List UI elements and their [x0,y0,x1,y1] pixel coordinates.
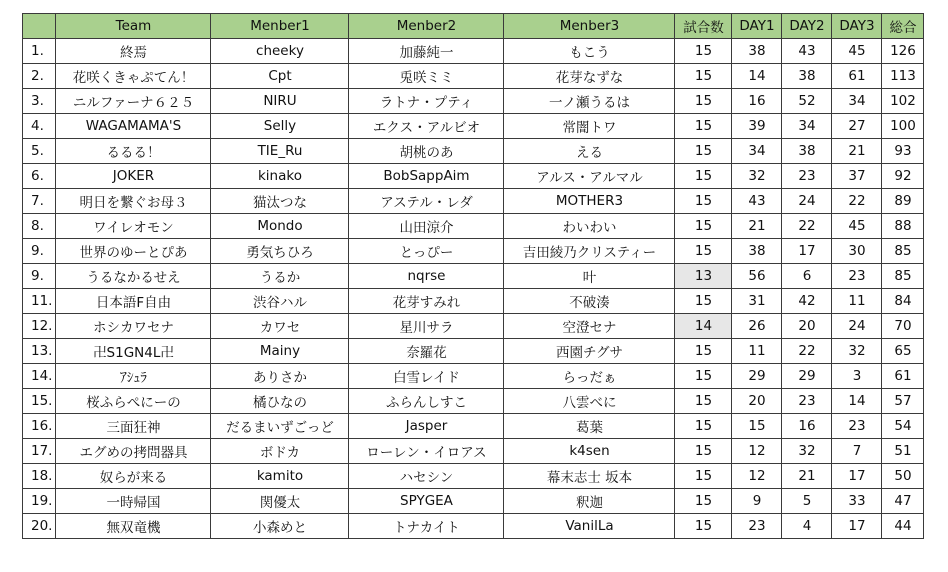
games-cell: 15 [675,114,732,139]
games-cell: 15 [675,389,732,414]
member2-cell: 山田涼介 [349,214,504,239]
member3-cell: 葛葉 [504,414,675,439]
table-row [23,314,924,339]
member3-cell: らっだぁ [504,364,675,389]
member3-cell: もこう [504,39,675,64]
table-row [23,514,924,539]
total-cell: 100 [882,114,924,139]
rank-cell: 6. [23,164,56,189]
member2-cell: エクス・アルビオ [349,114,504,139]
header-team: Team [56,14,211,39]
member3-cell: 常闇トワ [504,114,675,139]
day3-cell: 11 [832,289,882,314]
day1-cell: 16 [732,89,782,114]
day1-cell: 43 [732,189,782,214]
member1-cell: 勇気ちひろ [211,239,349,264]
member1-cell: 関優太 [211,489,349,514]
day1-cell: 9 [732,489,782,514]
day1-cell: 39 [732,114,782,139]
team-cell: ニルファーナ６２５ [56,89,211,114]
games-cell: 15 [675,414,732,439]
rank-cell: 15. [23,389,56,414]
header-day1: DAY1 [732,14,782,39]
rank-cell: 17. [23,439,56,464]
member2-cell: 兎咲ミミ [349,64,504,89]
table-row [23,289,924,314]
member1-cell: カワセ [211,314,349,339]
day2-cell: 34 [782,114,832,139]
rank-cell: 13. [23,339,56,364]
team-cell: るるる！ [56,139,211,164]
day1-cell: 23 [732,514,782,539]
rank-cell: 18. [23,464,56,489]
table-row [23,89,924,114]
day3-cell: 23 [832,264,882,289]
header-day2: DAY2 [782,14,832,39]
total-cell: 88 [882,214,924,239]
member2-cell: 胡桃のあ [349,139,504,164]
member1-cell: だるまいずごっど [211,414,349,439]
member2-cell: Jasper [349,414,504,439]
day3-cell: 3 [832,364,882,389]
team-cell: ワイレオモン [56,214,211,239]
member3-cell: 叶 [504,264,675,289]
day2-cell: 42 [782,289,832,314]
day3-cell: 22 [832,189,882,214]
member3-cell: アルス・アルマル [504,164,675,189]
member2-cell: アステル・レダ [349,189,504,214]
member2-cell: 加藤純一 [349,39,504,64]
member1-cell: 渋谷ハル [211,289,349,314]
day3-cell: 24 [832,314,882,339]
day2-cell: 21 [782,464,832,489]
day1-cell: 26 [732,314,782,339]
day3-cell: 27 [832,114,882,139]
member2-cell: とっぴー [349,239,504,264]
rank-cell: 9. [23,264,56,289]
member1-cell: Mondo [211,214,349,239]
day1-cell: 31 [732,289,782,314]
day2-cell: 5 [782,489,832,514]
table-row [23,64,924,89]
member3-cell: MOTHER3 [504,189,675,214]
member1-cell: cheeky [211,39,349,64]
team-cell: 一時帰国 [56,489,211,514]
total-cell: 61 [882,364,924,389]
rank-cell: 8. [23,214,56,239]
day3-cell: 23 [832,414,882,439]
member3-cell: k4sen [504,439,675,464]
member3-cell: わいわい [504,214,675,239]
member2-cell: ローレン・イロアス [349,439,504,464]
table-row [23,189,924,214]
member1-cell: Cpt [211,64,349,89]
header-total: 総合 [882,14,924,39]
day3-cell: 37 [832,164,882,189]
table-row [23,164,924,189]
table-row [23,239,924,264]
table-row [23,214,924,239]
day1-cell: 32 [732,164,782,189]
member1-cell: TIE_Ru [211,139,349,164]
header-member2: Menber2 [349,14,504,39]
table-row [23,339,924,364]
header-rank [23,14,56,39]
games-cell: 15 [675,164,732,189]
member2-cell: トナカイト [349,514,504,539]
member2-cell: BobSappAim [349,164,504,189]
games-cell: 15 [675,489,732,514]
total-cell: 93 [882,139,924,164]
member3-cell: 釈迦 [504,489,675,514]
member1-cell: Selly [211,114,349,139]
member2-cell: 白雪レイド [349,364,504,389]
team-cell: 花咲くきゃぷてん！ [56,64,211,89]
team-cell: JOKER [56,164,211,189]
team-cell: 無双竜機 [56,514,211,539]
rank-cell: 16. [23,414,56,439]
day3-cell: 7 [832,439,882,464]
day1-cell: 56 [732,264,782,289]
member1-cell: 小森めと [211,514,349,539]
games-cell: 15 [675,64,732,89]
team-cell: 卍S1GN4L卍 [56,339,211,364]
day3-cell: 61 [832,64,882,89]
day3-cell: 34 [832,89,882,114]
member2-cell: SPYGEA [349,489,504,514]
member2-cell: ふらんしすこ [349,389,504,414]
member3-cell: 一ノ瀬うるは [504,89,675,114]
member1-cell: kamito [211,464,349,489]
member1-cell: 橘ひなの [211,389,349,414]
rank-cell: 9. [23,239,56,264]
games-cell: 15 [675,339,732,364]
day1-cell: 14 [732,64,782,89]
team-cell: 世界のゆーとぴあ [56,239,211,264]
games-cell: 15 [675,139,732,164]
day1-cell: 34 [732,139,782,164]
member3-cell: 西園チグサ [504,339,675,364]
table-row [23,364,924,389]
day2-cell: 24 [782,189,832,214]
games-cell: 15 [675,514,732,539]
day1-cell: 21 [732,214,782,239]
header-row [23,14,924,39]
team-cell: ホシカワセナ [56,314,211,339]
total-cell: 65 [882,339,924,364]
day3-cell: 30 [832,239,882,264]
day2-cell: 22 [782,214,832,239]
rank-cell: 11. [23,289,56,314]
day2-cell: 4 [782,514,832,539]
member1-cell: kinako [211,164,349,189]
member1-cell: ありさか [211,364,349,389]
day1-cell: 38 [732,239,782,264]
member3-cell: VanilLa [504,514,675,539]
day2-cell: 38 [782,139,832,164]
games-cell: 15 [675,39,732,64]
total-cell: 113 [882,64,924,89]
total-cell: 47 [882,489,924,514]
total-cell: 84 [882,289,924,314]
day2-cell: 17 [782,239,832,264]
games-cell: 15 [675,189,732,214]
team-cell: 終焉 [56,39,211,64]
header-day3: DAY3 [832,14,882,39]
day2-cell: 22 [782,339,832,364]
rank-cell: 1. [23,39,56,64]
day3-cell: 33 [832,489,882,514]
member3-cell: 八雲べに [504,389,675,414]
table-row [23,114,924,139]
table-body [23,39,924,539]
team-cell: 桜ふらぺにーの [56,389,211,414]
day3-cell: 32 [832,339,882,364]
rank-cell: 2. [23,64,56,89]
team-cell: 三面狂神 [56,414,211,439]
day3-cell: 45 [832,39,882,64]
games-cell: 15 [675,464,732,489]
team-cell: 明日を繋ぐお母３ [56,189,211,214]
day1-cell: 15 [732,414,782,439]
member1-cell: NIRU [211,89,349,114]
day2-cell: 43 [782,39,832,64]
member3-cell: える [504,139,675,164]
member1-cell: うるか [211,264,349,289]
total-cell: 92 [882,164,924,189]
table-row [23,139,924,164]
total-cell: 51 [882,439,924,464]
team-cell: エグめの拷問器具 [56,439,211,464]
member2-cell: ハセシン [349,464,504,489]
rank-cell: 20. [23,514,56,539]
member3-cell: 幕末志士 坂本 [504,464,675,489]
member3-cell: 空澄セナ [504,314,675,339]
day3-cell: 21 [832,139,882,164]
member1-cell: 猫汰つな [211,189,349,214]
day1-cell: 12 [732,464,782,489]
team-cell: 日本語F自由 [56,289,211,314]
team-cell: WAGAMAMA'S [56,114,211,139]
games-cell: 15 [675,439,732,464]
day2-cell: 32 [782,439,832,464]
total-cell: 70 [882,314,924,339]
total-cell: 44 [882,514,924,539]
games-cell: 14 [675,314,732,339]
member2-cell: nqrse [349,264,504,289]
day1-cell: 20 [732,389,782,414]
total-cell: 54 [882,414,924,439]
total-cell: 126 [882,39,924,64]
total-cell: 57 [882,389,924,414]
total-cell: 50 [882,464,924,489]
rank-cell: 4. [23,114,56,139]
member1-cell: ボドカ [211,439,349,464]
member2-cell: 奈羅花 [349,339,504,364]
total-cell: 102 [882,89,924,114]
team-cell: 奴らが来る [56,464,211,489]
day2-cell: 6 [782,264,832,289]
member2-cell: 花芽すみれ [349,289,504,314]
day3-cell: 14 [832,389,882,414]
member3-cell: 花芽なずな [504,64,675,89]
day2-cell: 16 [782,414,832,439]
rank-cell: 7. [23,189,56,214]
member1-cell: Mainy [211,339,349,364]
team-cell: うるなかるせえ [56,264,211,289]
day1-cell: 11 [732,339,782,364]
table-row [23,464,924,489]
team-cell: ｱｼｭﾗ [56,364,211,389]
member3-cell: 吉田綾乃クリスティー [504,239,675,264]
day2-cell: 23 [782,389,832,414]
header-member1: Menber1 [211,14,349,39]
games-cell: 15 [675,214,732,239]
table-row [23,489,924,514]
member2-cell: ラトナ・プティ [349,89,504,114]
table-row [23,39,924,64]
day2-cell: 38 [782,64,832,89]
day3-cell: 17 [832,464,882,489]
games-cell: 15 [675,364,732,389]
games-cell: 15 [675,239,732,264]
day2-cell: 29 [782,364,832,389]
games-cell: 13 [675,264,732,289]
day1-cell: 12 [732,439,782,464]
total-cell: 89 [882,189,924,214]
table-row [23,439,924,464]
rank-cell: 5. [23,139,56,164]
member3-cell: 不破湊 [504,289,675,314]
table-row [23,389,924,414]
header-member3: Menber3 [504,14,675,39]
day2-cell: 20 [782,314,832,339]
games-cell: 15 [675,289,732,314]
rank-cell: 19. [23,489,56,514]
rank-cell: 14. [23,364,56,389]
day2-cell: 23 [782,164,832,189]
total-cell: 85 [882,239,924,264]
rank-cell: 12. [23,314,56,339]
header-games: 試合数 [675,14,732,39]
day3-cell: 45 [832,214,882,239]
day1-cell: 29 [732,364,782,389]
day1-cell: 38 [732,39,782,64]
ranking-table [22,13,924,539]
member2-cell: 星川サラ [349,314,504,339]
total-cell: 85 [882,264,924,289]
day3-cell: 17 [832,514,882,539]
table-row [23,264,924,289]
rank-cell: 3. [23,89,56,114]
games-cell: 15 [675,89,732,114]
day2-cell: 52 [782,89,832,114]
table-row [23,414,924,439]
